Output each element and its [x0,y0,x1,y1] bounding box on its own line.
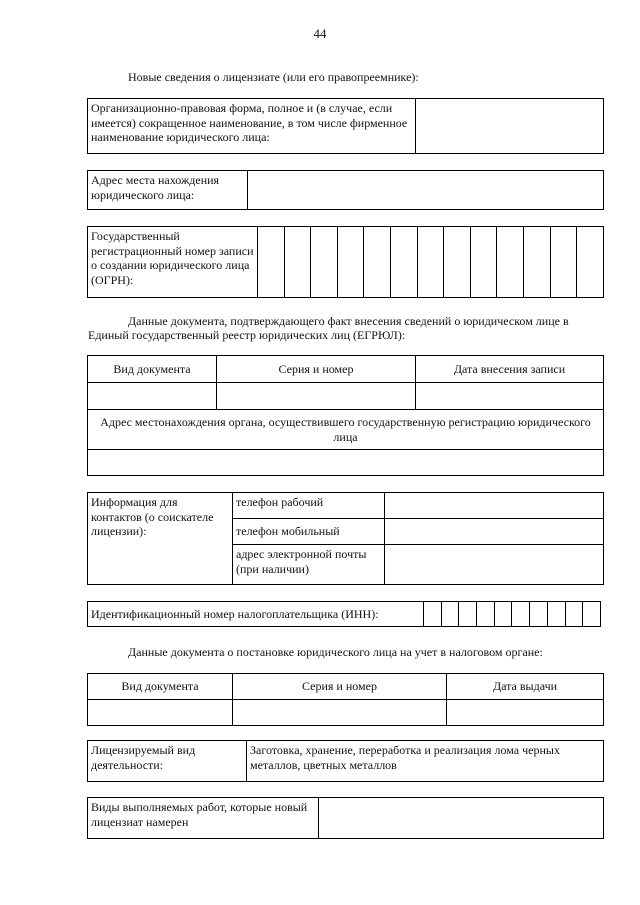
egrul-date-input[interactable] [416,383,604,410]
tax-series-input[interactable] [233,700,447,726]
ogrn-digit-cell[interactable] [550,227,577,298]
egrul-heading: Данные документа, подтверждающего факт внесения сведений о юридическом лице в Единый государственный реестр юридических лиц (ЕГРЮЛ): [88,314,569,342]
work-phone-input[interactable] [385,493,604,519]
inn-label: Идентификационный номер налогоплательщика (ИНН): [88,602,424,627]
authority-address-input[interactable] [88,450,604,476]
activity-label: Лицензируемый вид деятельности: [88,741,247,782]
email-input[interactable] [385,545,604,585]
contacts-table [87,492,604,585]
ogrn-digit-cell[interactable] [364,227,391,298]
egrul-col-doc-type: Вид документа [88,356,217,383]
email-label: адрес электронной почты (при наличии) [233,545,385,585]
inn-digit-cell[interactable] [547,602,565,627]
mobile-phone-label: телефон мобильный [233,519,385,545]
ogrn-digit-cell[interactable] [284,227,311,298]
inn-digit-cell[interactable] [583,602,601,627]
ogrn-digit-cell[interactable] [577,227,604,298]
inn-table [87,601,601,627]
tax-col-date: Дата выдачи [447,674,604,700]
tax-date-input[interactable] [447,700,604,726]
work-phone-label: телефон рабочий [233,493,385,519]
mobile-phone-input[interactable] [385,519,604,545]
new-info-heading: Новые сведения о лицензиате (или его правопреемнике): [128,70,419,84]
ogrn-digit-cell[interactable] [470,227,497,298]
org-form-table [87,98,604,154]
tax-col-doc-type: Вид документа [88,674,233,700]
authority-address-label: Адрес местонахождения органа, осуществившего государственную регистрацию юридического лица [88,410,604,450]
ogrn-digit-cell[interactable] [391,227,418,298]
ogrn-digit-cell[interactable] [311,227,338,298]
inn-digit-cell[interactable] [565,602,583,627]
activity-value[interactable]: Заготовка, хранение, переработка и реализация лома черных металлов, цветных металлов [247,741,604,782]
contacts-label: Информация для контактов (о соискателе лицензии): [88,493,233,585]
works-label: Виды выполняемых работ, которые новый лицензиат намерен [88,798,319,839]
tax-heading: Данные документа о постановке юридического лица на учет в налоговом органе: [128,645,543,659]
inn-digit-cell[interactable] [424,602,442,627]
org-form-label: Организационно-правовая форма, полное и (в случае, если имеется) сокращенное наименование, в том числе фирменное наименование юридического лица: [88,99,416,154]
inn-digit-cell[interactable] [441,602,459,627]
inn-digit-cell[interactable] [494,602,512,627]
works-table [87,797,604,839]
address-table [87,170,604,210]
org-form-input[interactable] [416,99,604,154]
inn-digit-cell[interactable] [459,602,477,627]
egrul-doc-type-input[interactable] [88,383,217,410]
activity-table [87,740,604,782]
address-label: Адрес места нахождения юридического лица: [88,171,248,210]
tax-table [87,673,604,726]
ogrn-digit-cell[interactable] [497,227,524,298]
egrul-table [87,355,604,476]
ogrn-digit-cell[interactable] [258,227,285,298]
ogrn-digit-cell[interactable] [417,227,444,298]
ogrn-digit-cell[interactable] [524,227,551,298]
tax-doc-type-input[interactable] [88,700,233,726]
inn-digit-cell[interactable] [512,602,530,627]
address-input[interactable] [248,171,604,210]
egrul-series-input[interactable] [217,383,416,410]
egrul-col-series: Серия и номер [217,356,416,383]
inn-digit-cell[interactable] [477,602,495,627]
tax-col-series: Серия и номер [233,674,447,700]
egrul-col-date: Дата внесения записи [416,356,604,383]
ogrn-digit-cell[interactable] [337,227,364,298]
works-input[interactable] [319,798,604,839]
inn-digit-cell[interactable] [530,602,548,627]
ogrn-digit-cell[interactable] [444,227,471,298]
page-number: 44 [313,26,327,41]
ogrn-table [87,226,604,298]
ogrn-label: Государственный регистрационный номер записи о создании юридического лица (ОГРН): [88,227,258,298]
